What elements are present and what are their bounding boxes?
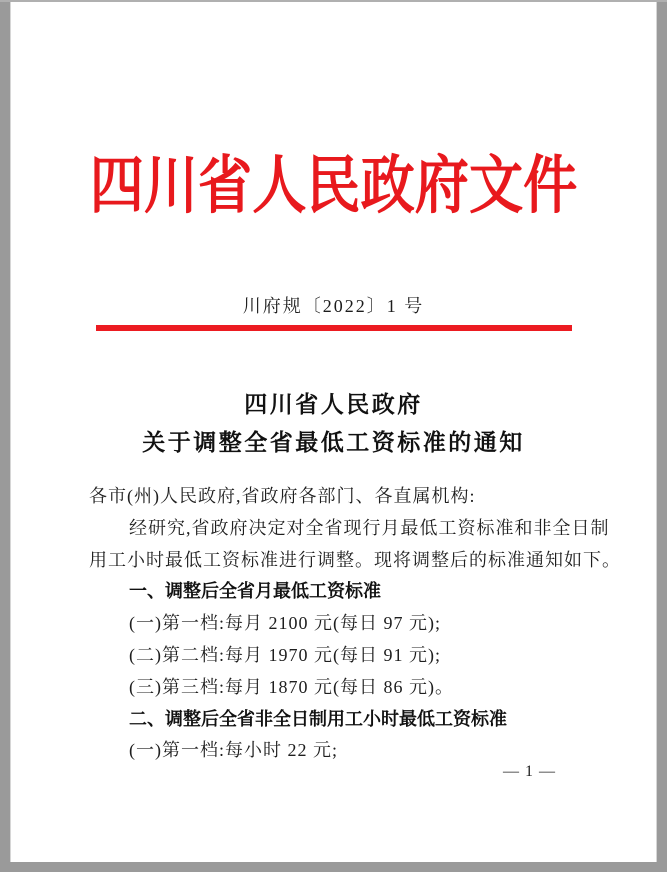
masthead-title xyxy=(11,150,656,222)
document-title-line-1: 四川省人民政府 xyxy=(244,392,423,417)
section-2-heading: 二、调整后全省非全日制用工小时最低工资标准 xyxy=(129,708,507,729)
section-1-item-1: (一)第一档:每月 2100 元(每日 97 元); xyxy=(129,613,441,634)
viewer-frame-top-edge xyxy=(0,0,667,2)
intro-paragraph-line-1: 经研究,省政府决定对全省现行月最低工资标准和非全日制 xyxy=(129,517,610,538)
viewer-frame-bottom-edge xyxy=(0,862,667,872)
document-title xyxy=(11,386,656,462)
document-body xyxy=(89,481,621,767)
masthead-title-text: 四川省人民政府文件 xyxy=(89,151,578,221)
doc-number: 川府规〔2022〕1 号 xyxy=(242,296,425,316)
document-title-line-2: 关于调整全省最低工资标准的通知 xyxy=(142,430,525,455)
salutation-line: 各市(州)人民政府,省政府各部门、各直属机构: xyxy=(89,486,476,506)
page-number: — 1 — xyxy=(503,763,556,780)
section-2-item-1: (一)第一档:每小时 22 元; xyxy=(129,740,338,761)
document-page xyxy=(10,2,657,862)
section-1-heading: 一、调整后全省月最低工资标准 xyxy=(129,581,381,602)
red-separator-rule xyxy=(96,325,572,331)
section-1-item-3: (三)第三档:每月 1870 元(每日 86 元)。 xyxy=(129,676,454,697)
section-1-item-2: (二)第二档:每月 1970 元(每日 91 元); xyxy=(129,644,441,665)
intro-paragraph-line-2: 用工小时最低工资标准进行调整。现将调整后的标准通知如下。 xyxy=(89,549,621,570)
